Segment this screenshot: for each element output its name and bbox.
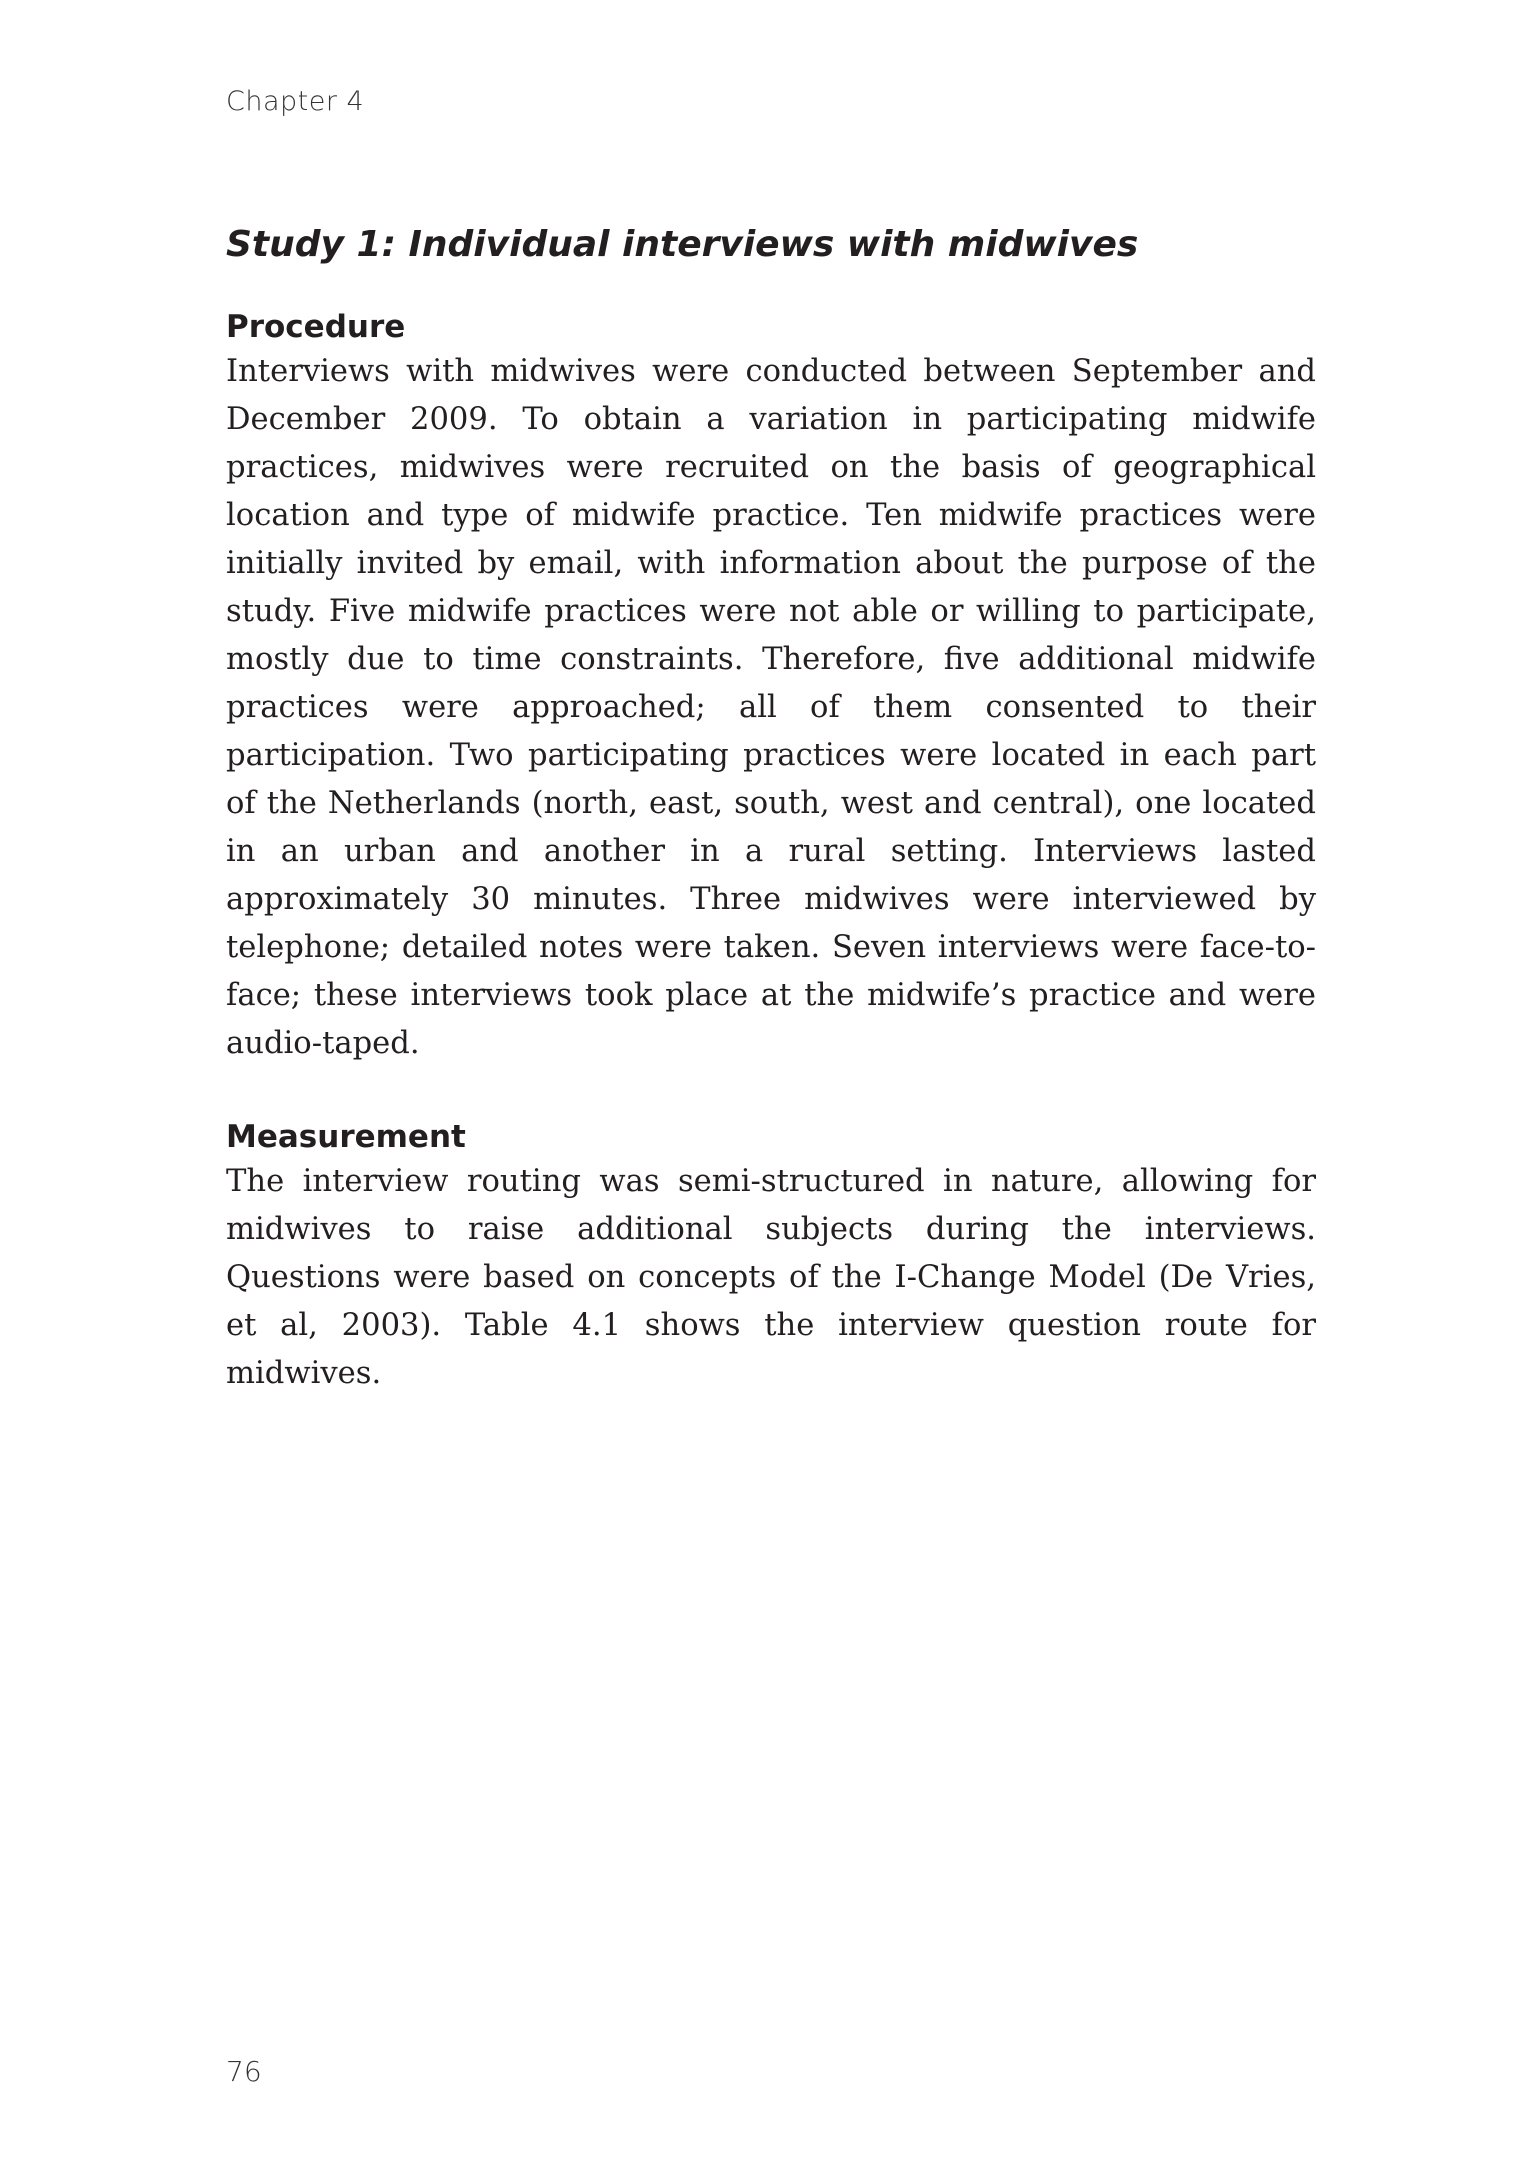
- running-head: Chapter 4: [226, 86, 365, 117]
- measurement-heading: Measurement: [226, 1119, 466, 1155]
- measurement-paragraph: The interview routing was semi-structured in nature, allowing for midwives to raise additional subjects during the interviews. Questions were based on concepts of the I-Change Model (De Vries, et al, 2003). Table 4.1 shows the interview question route for midwives.: [226, 1164, 1316, 1391]
- procedure-paragraph: Interviews with midwives were conducted between September and December 2009. To obtain a variation in participating midwife practices, midwives were recruited on the basis of geographical location and type of midwife practice. Ten midwife practices were initially invited by email, with information about the purpose of the study. Five midwife practices were not able or willing to participate, mostly due to time constraints. Therefore, five additional midwife practices were approached; all of them consented to their participation. Two participating practices were located in each part of the Netherlands (north, east, south, west and central), one located in an urban and another in a rural setting. Interviews lasted approximately 30 minutes. Three midwives were interviewed by telephone; detailed notes were taken. Seven interviews were face-to-face; these interviews took place at the midwife’s practice and were audio-taped.: [226, 354, 1316, 1061]
- section-spacer: [226, 1068, 1316, 1116]
- section-title: Study 1: Individual interviews with midwives: [226, 224, 1139, 265]
- page-number: 76: [226, 2055, 262, 2088]
- page-body: [226, 222, 1316, 1398]
- procedure-heading: Procedure: [226, 309, 406, 345]
